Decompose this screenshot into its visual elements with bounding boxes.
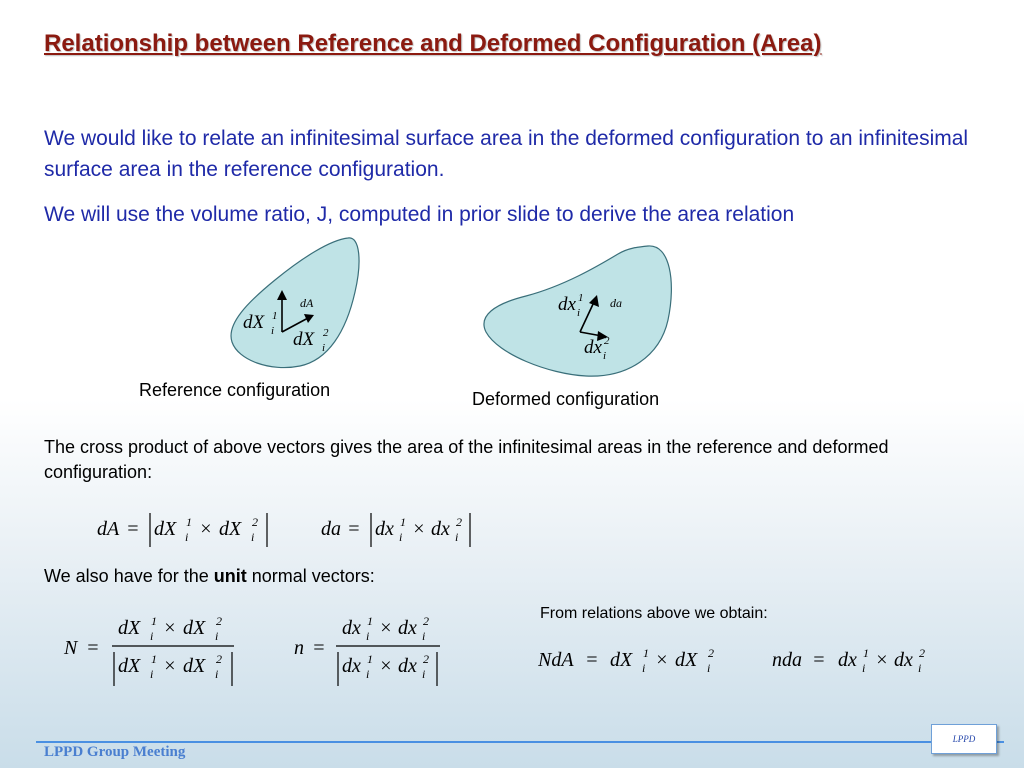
def-sub-i-2: i [603, 350, 607, 362]
ref-sub-i-1: i [271, 325, 275, 337]
svg-text:i: i [251, 530, 255, 544]
ref-label-dX2: dX [293, 329, 315, 350]
svg-text:=: = [347, 518, 361, 540]
svg-text:dX: dX [610, 649, 633, 671]
svg-text:1: 1 [863, 646, 869, 660]
svg-text:1: 1 [367, 614, 373, 628]
svg-text:=: = [86, 637, 100, 659]
svg-text:NdA: NdA [538, 649, 574, 671]
svg-text:i: i [455, 530, 459, 544]
def-label-dx1: dx [558, 294, 576, 315]
svg-text:1: 1 [151, 614, 157, 628]
svg-text:dx: dx [398, 655, 417, 677]
svg-text:i: i [862, 661, 866, 675]
svg-text:2: 2 [252, 515, 258, 529]
footer-text: LPPD Group Meeting [44, 744, 186, 760]
svg-text:dX: dX [183, 617, 206, 639]
def-sub-i-1: i [577, 307, 581, 319]
relations-text: From relations above we obtain: [540, 605, 768, 622]
svg-text:i: i [707, 661, 711, 675]
svg-text:i: i [422, 629, 426, 643]
reference-configuration-diagram [220, 232, 370, 372]
svg-text:2: 2 [423, 614, 429, 628]
unit-text-after: normal vectors: [246, 566, 375, 586]
svg-text:×: × [412, 518, 426, 540]
unit-text-bold: unit [213, 566, 247, 586]
svg-text:×: × [379, 655, 393, 677]
svg-text:1: 1 [367, 652, 373, 666]
svg-text:nda: nda [772, 649, 802, 671]
ref-sup-1: 1 [272, 310, 278, 322]
svg-text:dX: dX [118, 617, 141, 639]
def-sup-2: 2 [604, 335, 610, 347]
svg-text:dX: dX [183, 655, 206, 677]
svg-text:i: i [150, 629, 154, 643]
svg-text:=: = [126, 518, 140, 540]
svg-text:=: = [585, 649, 599, 671]
unit-normal-text [44, 564, 375, 589]
svg-text:2: 2 [423, 652, 429, 666]
svg-text:dA: dA [97, 518, 120, 540]
slide-title: Relationship between Reference and Deformed Configuration (Area) [44, 30, 822, 57]
ref-label-dX1: dX [243, 312, 265, 333]
svg-text:N: N [64, 637, 78, 659]
svg-text:=: = [312, 637, 326, 659]
area-equations [95, 505, 495, 553]
reference-caption: Reference configuration [139, 380, 331, 400]
def-label-da: da [610, 296, 622, 310]
svg-text:dx: dx [894, 649, 913, 671]
lppd-logo [931, 724, 997, 754]
svg-text:dx: dx [342, 655, 361, 677]
svg-text:×: × [875, 649, 889, 671]
cross-product-text: The cross product of above vectors gives the area of the infinitesimal areas in the reference and deformed configuration: [44, 437, 889, 482]
def-sup-1: 1 [578, 292, 584, 304]
lppd-logo-text: LPPD [952, 734, 976, 744]
svg-text:×: × [379, 617, 393, 639]
ref-sub-i-2: i [322, 342, 326, 354]
intro-paragraph-2: We will use the volume ratio, J, computed in prior slide to derive the area relation [44, 203, 795, 226]
svg-text:dX: dX [675, 649, 698, 671]
svg-text:n: n [294, 637, 304, 659]
svg-text:i: i [399, 530, 403, 544]
svg-text:dX: dX [118, 655, 141, 677]
svg-text:dx: dx [375, 518, 394, 540]
obtained-relations [538, 638, 938, 682]
svg-text:i: i [366, 667, 370, 681]
svg-text:i: i [185, 530, 189, 544]
svg-text:dx: dx [398, 617, 417, 639]
svg-text:1: 1 [643, 646, 649, 660]
intro-paragraph-1: We would like to relate an infinitesimal surface area in the deformed configuration to an infinitesimal surface area in the reference configuration. [44, 127, 969, 181]
def-label-dx2: dx [584, 337, 602, 358]
svg-text:×: × [199, 518, 213, 540]
svg-text:dx: dx [838, 649, 857, 671]
svg-text:i: i [642, 661, 646, 675]
svg-text:2: 2 [216, 652, 222, 666]
svg-text:×: × [655, 649, 669, 671]
svg-text:i: i [366, 629, 370, 643]
svg-text:1: 1 [400, 515, 406, 529]
svg-text:2: 2 [216, 614, 222, 628]
unit-normal-equations [62, 606, 462, 692]
svg-text:da: da [321, 518, 341, 540]
svg-text:dx: dx [431, 518, 450, 540]
unit-text-before: We also have for the [44, 566, 214, 586]
svg-text:1: 1 [186, 515, 192, 529]
svg-text:2: 2 [708, 646, 714, 660]
svg-text:dx: dx [342, 617, 361, 639]
svg-text:i: i [918, 661, 922, 675]
svg-text:×: × [163, 655, 177, 677]
svg-text:2: 2 [456, 515, 462, 529]
svg-text:2: 2 [919, 646, 925, 660]
svg-text:i: i [422, 667, 426, 681]
svg-text:dX: dX [219, 518, 242, 540]
svg-text:1: 1 [151, 652, 157, 666]
svg-text:i: i [215, 629, 219, 643]
footer-divider [36, 741, 1004, 743]
svg-text:dX: dX [154, 518, 177, 540]
svg-text:i: i [150, 667, 154, 681]
svg-text:×: × [163, 617, 177, 639]
svg-text:=: = [812, 649, 826, 671]
svg-text:i: i [215, 667, 219, 681]
ref-label-dA: dA [300, 296, 314, 310]
ref-sup-2: 2 [323, 327, 329, 339]
deformed-configuration-diagram [478, 242, 678, 382]
deformed-caption: Deformed configuration [472, 389, 660, 409]
